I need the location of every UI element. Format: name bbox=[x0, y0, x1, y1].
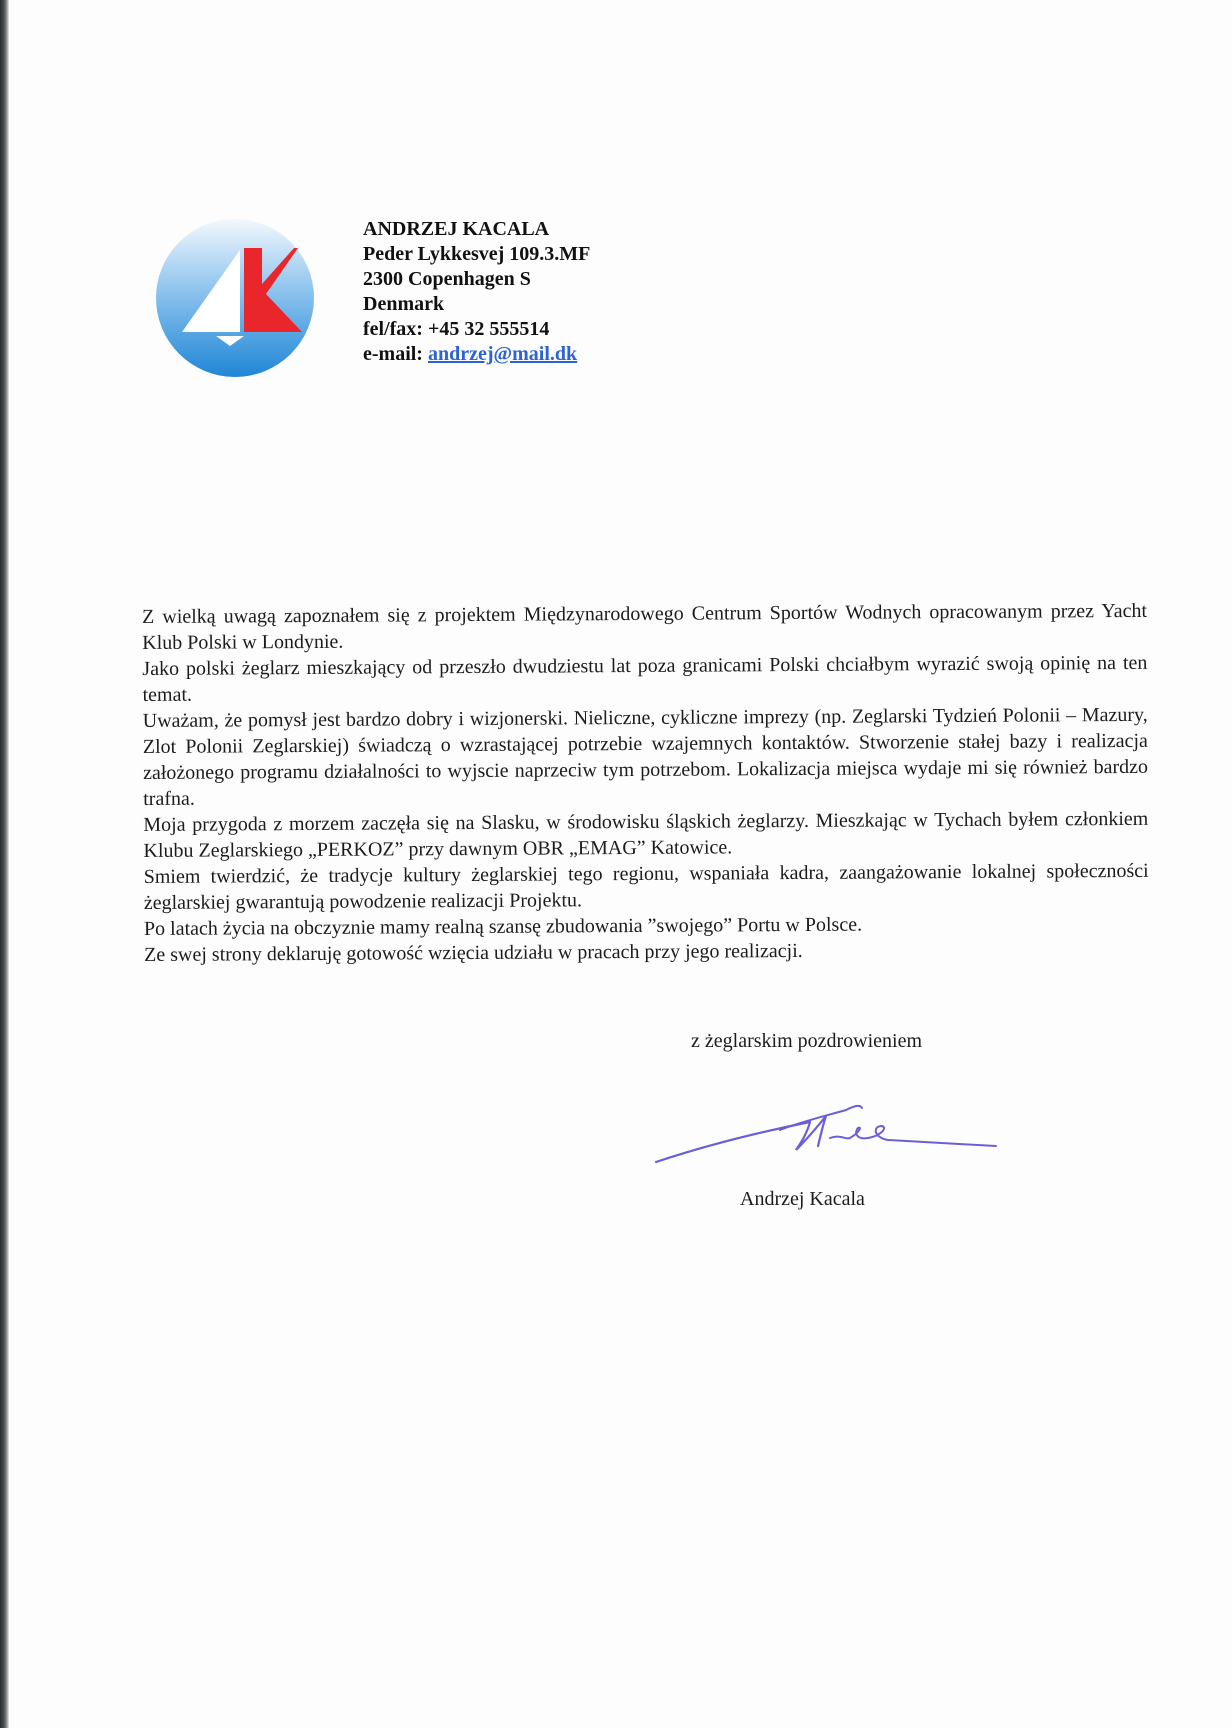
letter-paragraph: Ze swej strony deklaruję gotowość wzięcia udziału w pracach przy jego realizacji. bbox=[144, 939, 803, 966]
letter-paragraph: Moja przygoda z morzem zaczęła się na Slasku, w środowisku śląskich żeglarzy. Mieszkając w Tychach byłem członkiem Klubu Zeglarskiego „PERKOZ” przy dawnym OBR „EMAG” Katowice. bbox=[143, 807, 1149, 862]
letter-paragraph: Smiem twierdzić, że tradycje kultury żeglarskiej tego regionu, wspaniała kadra, zaangażowanie lokalnej społeczności żeglarskiej gwarantują powodzenie realizacji Projektu. bbox=[143, 859, 1149, 914]
handwritten-signature bbox=[650, 1092, 1000, 1172]
scan-edge-shadow bbox=[0, 0, 9, 1728]
letter-paragraph: Z wielką uwagą zapoznałem się z projektem Międzynarodowego Centrum Sportów Wodnych opracowanym przez Yacht Klub Polski w Londynie. bbox=[142, 599, 1148, 654]
letter-body bbox=[142, 598, 1149, 968]
sailboat-k-logo bbox=[152, 218, 318, 378]
letter-paragraph: Jako polski żeglarz mieszkający od przeszło dwudziestu lat poza granicami Polski chciałbym wyrazić swoją opinię na ten temat. bbox=[142, 651, 1148, 706]
sender-email-line bbox=[363, 342, 590, 367]
sender-city: 2300 Copenhagen S bbox=[363, 268, 531, 290]
sender-country: Denmark bbox=[363, 293, 445, 315]
letter-paragraph: Uważam, że pomysł jest bardzo dobry i wizjonerski. Nieliczne, cykliczne imprezy (np. Zeglarski Tydzień Polonii – Mazury, Zlot Polonii Zeglarskiej) świadczą o wzrastającej potrzebie wzajemnych kontaktów. Stworzenie stałej bazy i realizacja założonego programu działalności to wyjscie naprzeciw tym potrzebom. Lokalizacja miejsca wydaje mi się również bardzo trafna. bbox=[142, 703, 1149, 810]
sender-name: ANDRZEJ KACALA bbox=[363, 218, 550, 240]
sender-phone: fel/fax: +45 32 555514 bbox=[363, 318, 550, 340]
sender-header bbox=[363, 217, 590, 367]
closing-line: z żeglarskim pozdrowieniem bbox=[691, 1030, 923, 1052]
email-link[interactable]: andrzej@mail.dk bbox=[427, 343, 578, 365]
sender-street: Peder Lykkesvej 109.3.MF bbox=[363, 243, 591, 265]
email-label: e-mail: bbox=[363, 343, 423, 365]
letter-paragraph: Po latach życia na obczyznie mamy realną szansę zbudowania ”swojego” Portu w Polsce. bbox=[143, 913, 863, 940]
signer-name: Andrzej Kacala bbox=[740, 1188, 865, 1210]
